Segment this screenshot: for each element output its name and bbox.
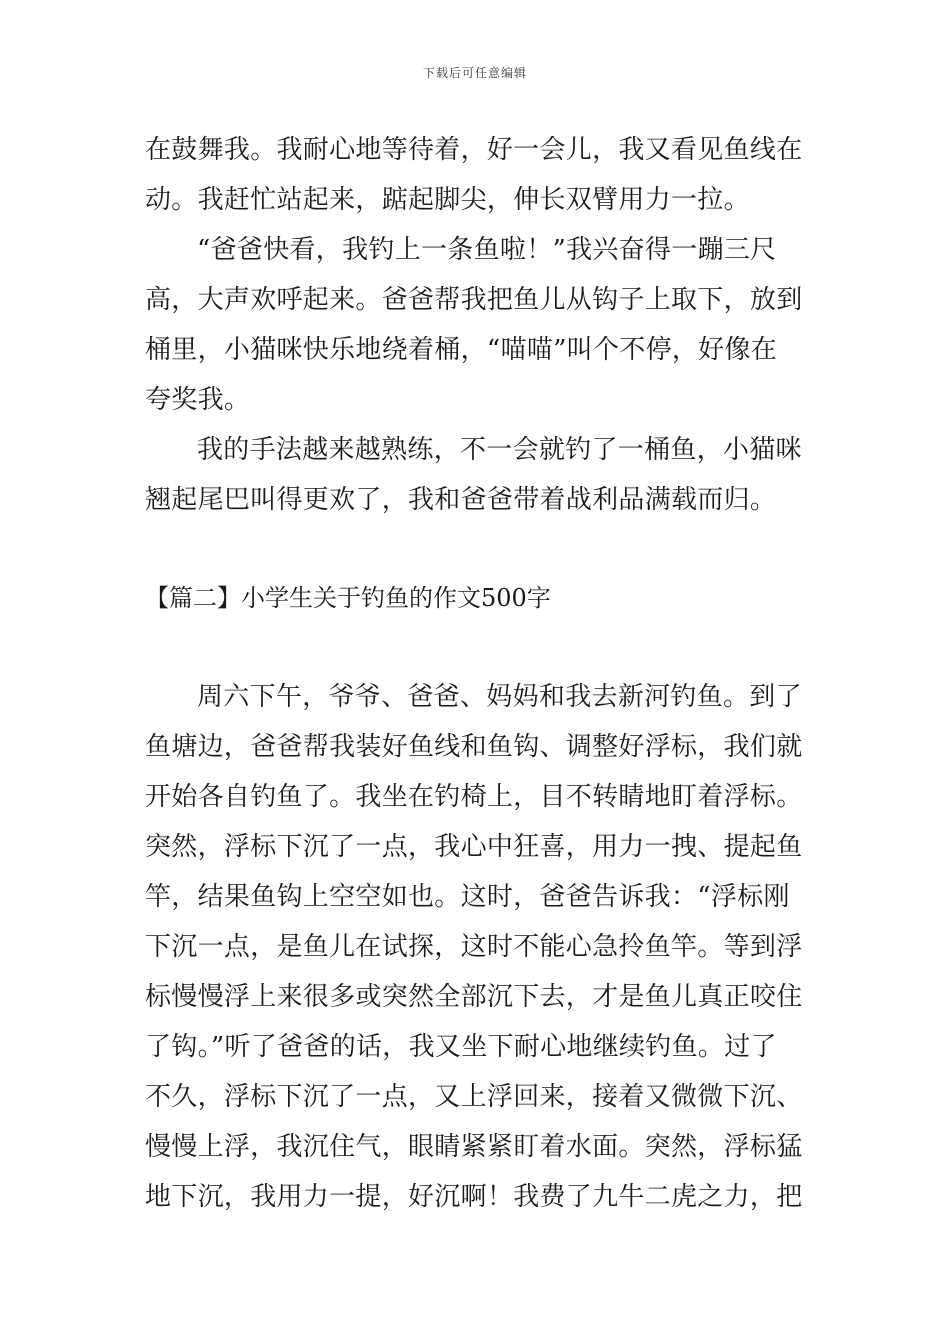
paragraph-line: 地下沉，我用力一提，好沉啊！我费了九牛二虎之力，把: [145, 1182, 803, 1212]
paragraph-line: 高，大声欢呼起来。爸爸帮我把鱼儿从钩子上取下，放到: [145, 285, 803, 315]
paragraph-line: “爸爸快看，我钓上一条鱼啦！”我兴奋得一蹦三尺: [197, 235, 777, 265]
paragraph-line: 标慢慢浮上来很多或突然全部沉下去，才是鱼儿真正咬住: [145, 982, 803, 1012]
paragraph-line: 下沉一点，是鱼儿在试探，这时不能心急拎鱼竿。等到浮: [145, 932, 803, 962]
paragraph-line: 周六下午，爷爷、爸爸、妈妈和我去新河钓鱼。到了: [197, 682, 802, 712]
paragraph-line: 突然，浮标下沉了一点，我心中狂喜，用力一拽、提起鱼: [145, 832, 803, 862]
paragraph-line: 了钩。”听了爸爸的话，我又坐下耐心地继续钓鱼。过了: [145, 1032, 777, 1062]
section-title: 【篇二】小学生关于钓鱼的作文500字: [145, 584, 551, 612]
paragraph-line: 不久，浮标下沉了一点，又上浮回来，接着又微微下沉、: [145, 1082, 803, 1112]
paragraph-line: 我的手法越来越熟练，不一会就钓了一桶鱼，小猫咪: [197, 435, 802, 465]
paragraph-line: 鱼塘边，爸爸帮我装好鱼线和鱼钩、调整好浮标，我们就: [145, 732, 803, 762]
paragraph-line: 翘起尾巴叫得更欢了，我和爸爸带着战利品满载而归。: [145, 485, 777, 515]
paragraph-line: 动。我赶忙站起来，踮起脚尖，伸长双臂用力一拉。: [145, 185, 750, 215]
paragraph-line: 夸奖我。: [145, 385, 251, 415]
page-header: 下载后可任意编辑: [422, 66, 527, 80]
paragraph-line: 竿，结果鱼钩上空空如也。这时，爸爸告诉我：“浮标刚: [145, 882, 790, 912]
paragraph-line: 慢慢上浮，我沉住气，眼睛紧紧盯着水面。突然，浮标猛: [145, 1132, 803, 1162]
paragraph-line: 桶里，小猫咪快乐地绕着桶，“喵喵”叫个不停，好像在: [145, 335, 778, 365]
paragraph-line: 在鼓舞我。我耐心地等待着，好一会儿，我又看见鱼线在: [145, 135, 803, 165]
paragraph-line: 开始各自钓鱼了。我坐在钓椅上，目不转睛地盯着浮标。: [145, 782, 803, 812]
